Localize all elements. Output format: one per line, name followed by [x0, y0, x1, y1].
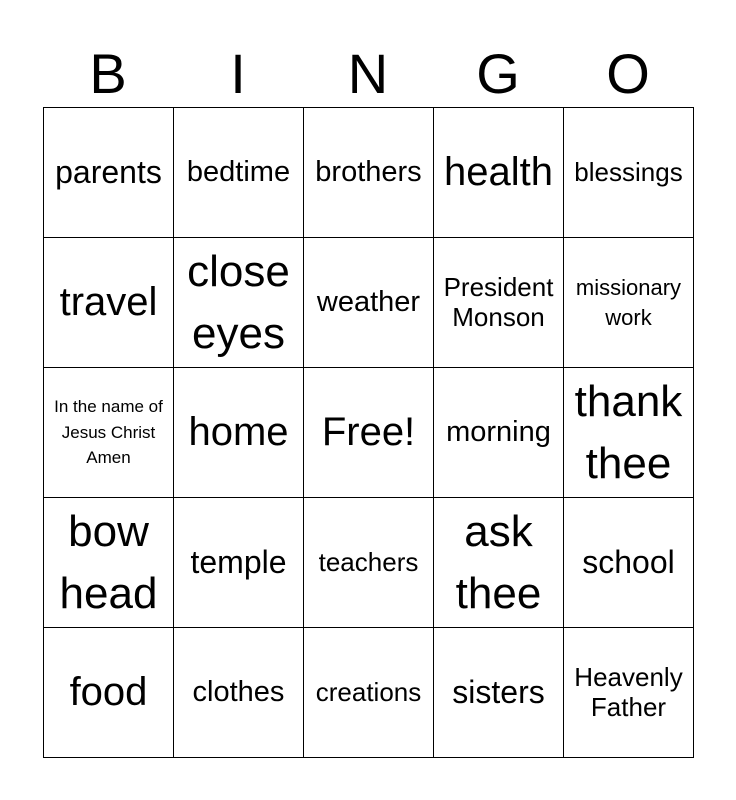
bingo-cell[interactable]: thank thee: [564, 368, 694, 498]
bingo-board: [43, 107, 694, 758]
bingo-cell[interactable]: food: [44, 628, 174, 758]
bingo-header: [43, 40, 693, 108]
header-letter-n: N: [347, 42, 389, 105]
bingo-cell[interactable]: bow head: [44, 498, 174, 628]
bingo-cell[interactable]: travel: [44, 238, 174, 368]
bingo-cell[interactable]: President Monson: [434, 238, 564, 368]
bingo-cell[interactable]: In the name of Jesus Christ Amen: [44, 368, 174, 498]
bingo-cell[interactable]: weather: [304, 238, 434, 368]
bingo-cell[interactable]: brothers: [304, 108, 434, 238]
bingo-cell[interactable]: ask thee: [434, 498, 564, 628]
header-letter-i: I: [230, 42, 246, 105]
free-space[interactable]: Free!: [304, 368, 434, 498]
bingo-cell[interactable]: parents: [44, 108, 174, 238]
bingo-cell[interactable]: morning: [434, 368, 564, 498]
bingo-cell[interactable]: teachers: [304, 498, 434, 628]
bingo-cell[interactable]: Heavenly Father: [564, 628, 694, 758]
bingo-cell[interactable]: missionary work: [564, 238, 694, 368]
bingo-cell[interactable]: health: [434, 108, 564, 238]
bingo-cell[interactable]: clothes: [174, 628, 304, 758]
header-letter-g: G: [476, 42, 520, 105]
bingo-cell[interactable]: temple: [174, 498, 304, 628]
bingo-cell[interactable]: close eyes: [174, 238, 304, 368]
bingo-cell[interactable]: sisters: [434, 628, 564, 758]
bingo-cell[interactable]: blessings: [564, 108, 694, 238]
header-letter-o: O: [606, 42, 650, 105]
bingo-cell[interactable]: creations: [304, 628, 434, 758]
bingo-cell[interactable]: bedtime: [174, 108, 304, 238]
bingo-cell[interactable]: home: [174, 368, 304, 498]
header-letter-b: B: [89, 42, 127, 105]
bingo-cell[interactable]: school: [564, 498, 694, 628]
